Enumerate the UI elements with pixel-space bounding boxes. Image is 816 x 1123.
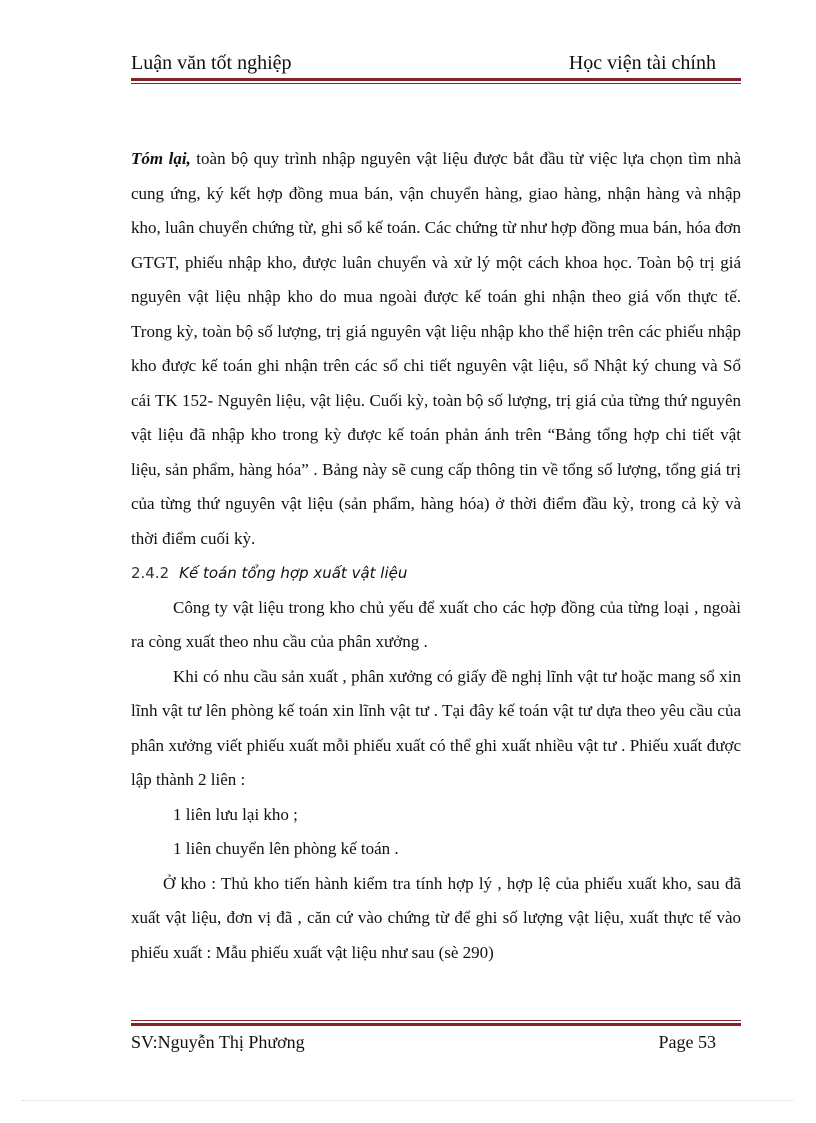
footer-rule	[131, 1020, 741, 1026]
list-item-copy-2: 1 liên chuyển lên phòng kế toán .	[173, 839, 399, 858]
list-item-copy-1: 1 liên lưu lại kho ;	[173, 804, 298, 824]
page-footer	[131, 1032, 716, 1053]
page-header	[131, 52, 716, 75]
paragraph-export-request: Khi có nhu cầu sản xuất , phân xưởng có giấy đề nghị lĩnh vật tư hoặc mang sổ xin lĩnh vật tư lên phòng kế toán xin lĩnh vật tư . Tại đây kế toán vật tư dựa theo yêu cầu của phân xưởng viết phiếu xuất mỗi phiếu xuất có thể ghi xuất nhiều vật tư . Phiếu xuất được lập thành 2 liên :	[131, 666, 741, 789]
paragraph-warehouse: Ở kho : Thủ kho tiến hành kiểm tra tính hợp lý , hợp lệ của phiếu xuất kho, sau đã xuất vật liệu, đơn vị đã , căn cứ vào chứng từ để ghi số lượng vật liệu, xuất thực tế vào phiếu xuất : Mẫu phiếu xuất vật liệu như sau (sè 290)	[131, 873, 741, 962]
header-thesis-label: Luận văn tốt nghiệp	[131, 52, 292, 74]
summary-paragraph	[131, 142, 741, 556]
section-title: Kế toán tổng hợp xuất vật liệu	[179, 564, 408, 582]
header-institution: Học viện tài chính	[568, 52, 716, 74]
section-heading	[131, 556, 741, 591]
page-number: Page 53	[658, 1032, 716, 1052]
page-edge-divider	[22, 1100, 794, 1101]
footer-student: SV:Nguyễn Thị Phương	[131, 1032, 305, 1052]
paragraph-export-purpose: Công ty vật liệu trong kho chủ yếu để xuất cho các hợp đồng của từng loại , ngoài ra còng xuất theo nhu cầu của phân xưởng .	[131, 597, 741, 651]
section-number: 2.4.2	[131, 564, 170, 582]
summary-text: toàn bộ quy trình nhập nguyên vật liệu được bắt đầu từ việc lựa chọn tìm nhà cung ứng, ký kết hợp đồng mua bán, vận chuyển hàng, giao hàng, nhận hàng và nhập kho, luân chuyển chứng từ, ghi sổ kế toán. Các chứng từ như hợp đồng mua bán, hóa đơn GTGT, phiếu nhập kho, được luân chuyển và xử lý một cách khoa học. Toàn bộ trị giá nguyên vật liệu nhập kho do mua ngoài được kế toán ghi nhận theo giá vốn thực tế. Trong kỳ, toàn bộ số lượng, trị giá nguyên vật liệu nhập kho thể hiện trên các phiếu nhập kho được kế toán ghi nhận trên các sổ chi tiết nguyên vật liệu, sổ Nhật ký chung và Sổ cái TK 152- Nguyên liệu, vật liệu. Cuối kỳ, toàn bộ số lượng, trị giá của từng thứ nguyên vật liệu đã nhập kho trong kỳ được kế toán phản ánh trên “Bảng tổng hợp chi tiết vật liệu, sản phẩm, hàng hóa” . Bảng này sẽ cung cấp thông tin về tổng số lượng, tổng giá trị của từng thứ nguyên vật liệu (sản phẩm, hàng hóa) ở thời điểm đầu kỳ, trong cả kỳ và thời điểm cuối kỳ.	[131, 149, 741, 548]
header-rule	[131, 78, 741, 84]
summary-lead: Tóm lại,	[131, 149, 191, 168]
page-body	[131, 142, 741, 970]
